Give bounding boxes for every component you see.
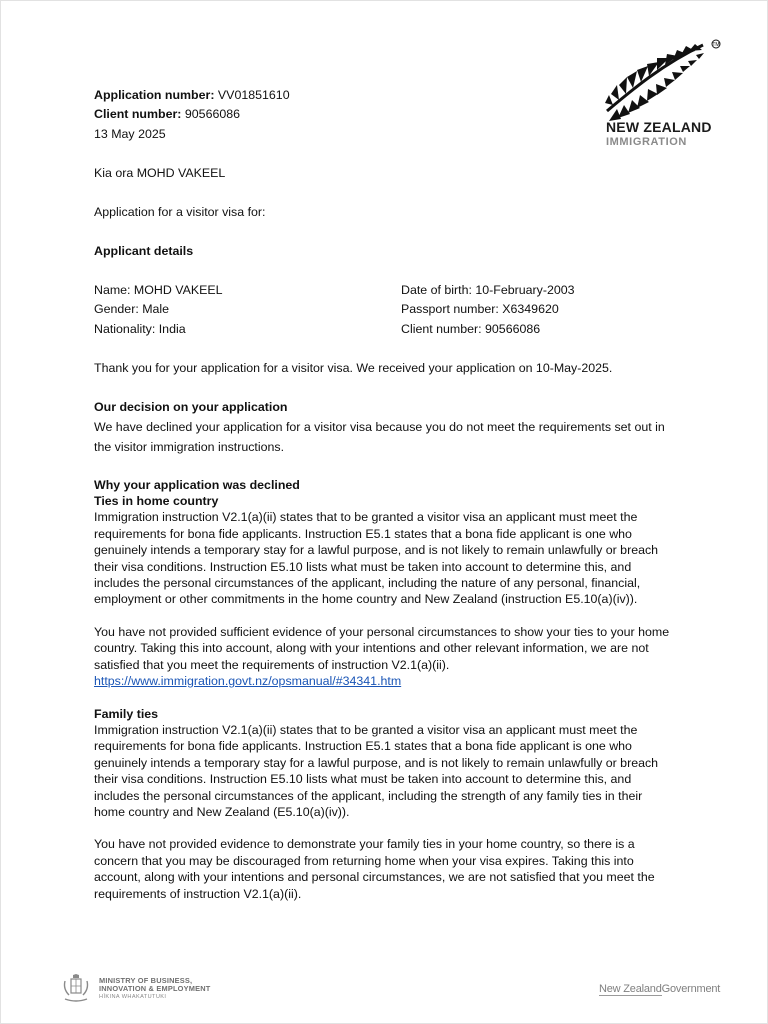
nz-government-part1: New Zealand [599, 983, 662, 995]
mbie-line-1: MINISTRY OF BUSINESS, [99, 976, 193, 985]
ties-paragraph-2: You have not provided sufficient evidence of your personal circumstances to show your ties to your home country. Taking this into account, along with your intentions and other relevant information, we are not satisfied that you meet the requirements of instruction V2.1(a)(ii). [94, 624, 670, 672]
applicant-gender: Gender: Male [94, 302, 170, 317]
family-ties-heading: Family ties [94, 706, 159, 721]
applicant-passport: Passport number: X6349620 [401, 302, 559, 317]
applicant-left-column [94, 282, 401, 337]
registered-mark-icon [711, 39, 721, 49]
letter-date: 13 May 2025 [94, 126, 166, 141]
logo-subtitle: IMMIGRATION [606, 136, 687, 148]
family-paragraph-1: Immigration instruction V2.1(a)(ii) states that to be granted a visitor visa an applicant must meet the requirements for bona fide applicants. Instruction E5.1 states that a bona fide applicant is one who genuinely intends a temporary stay for a lawful purpose, and is not likely to remain unlawfully or breach their visa conditions. Instruction E5.10 lists what must be taken into account to determine this, and includes the personal circumstances of the applicant, including the strength of any family ties in their home country and New Zealand (E5.10(a)(iv)). [94, 722, 659, 819]
coat-of-arms-icon [61, 973, 91, 1005]
ties-link-line [94, 673, 674, 689]
applicant-client: Client number: 90566086 [401, 321, 541, 336]
svg-text:TM: TM [712, 42, 720, 48]
applicant-dob: Date of birth: 10-February-2003 [401, 282, 575, 297]
family-paragraph-2: You have not provided evidence to demonstrate your family ties in your home country, so there is a concern that you may be discouraged from returning home when your visa expires. Taking this into account, along with your intentions and personal circumstances, we are not satisfied that you meet the requirements of instruction V2.1(a)(ii). [94, 837, 655, 901]
greeting: Kia ora MOHD VAKEEL [94, 165, 226, 180]
ties-heading: Ties in home country [94, 494, 219, 509]
logo-wordmark: NEW ZEALAND [606, 119, 712, 135]
mbie-footer-logo [61, 973, 241, 1007]
applicant-name: Name: MOHD VAKEEL [94, 282, 223, 297]
decision-heading: Our decision on your application [94, 399, 288, 414]
client-number: Client number: 90566086 [94, 107, 241, 122]
reasons-heading: Why your application was declined [94, 477, 300, 492]
intro-line: Application for a visitor visa for: [94, 204, 266, 219]
applicant-details [94, 282, 674, 337]
ties-paragraph-1: Immigration instruction V2.1(a)(ii) states that to be granted a visitor visa an applicant must meet the requirements for bona fide applicants. Instruction E5.1 states that a bona fide applicant is one who genuinely intends a temporary stay for a lawful purpose, and is not likely to remain unlawfully or breach their visa conditions. Instruction E5.10 lists what must be taken into account to determine this, and includes the personal circumstances of the applicant, including the nature of any personal, financial, employment or other commitments in the home country and New Zealand (instruction E5.10(a)(iv)). [94, 510, 659, 607]
applicant-details-heading: Applicant details [94, 243, 194, 258]
application-number: Application number: VV01851610 [94, 88, 290, 102]
nz-government-part2: Government [661, 983, 721, 995]
letter-body [94, 87, 674, 902]
nz-government-logo [599, 983, 720, 995]
thanks-paragraph: Thank you for your application for a visitor visa. We received your application on 10-May-2025. [94, 360, 613, 375]
opsmanual-link[interactable]: https://www.immigration.govt.nz/opsmanual/#34341.htm [94, 674, 402, 689]
applicant-right-column [401, 282, 575, 337]
mbie-line-3: HĪKINA WHAKATUTUKI [99, 994, 167, 1000]
mbie-line-2: INNOVATION & EMPLOYMENT [99, 984, 211, 993]
decision-paragraph: We have declined your application for a visitor visa because you do not meet the requirements set out in the visitor immigration instructions. [94, 420, 665, 454]
applicant-nationality: Nationality: India [94, 321, 186, 336]
